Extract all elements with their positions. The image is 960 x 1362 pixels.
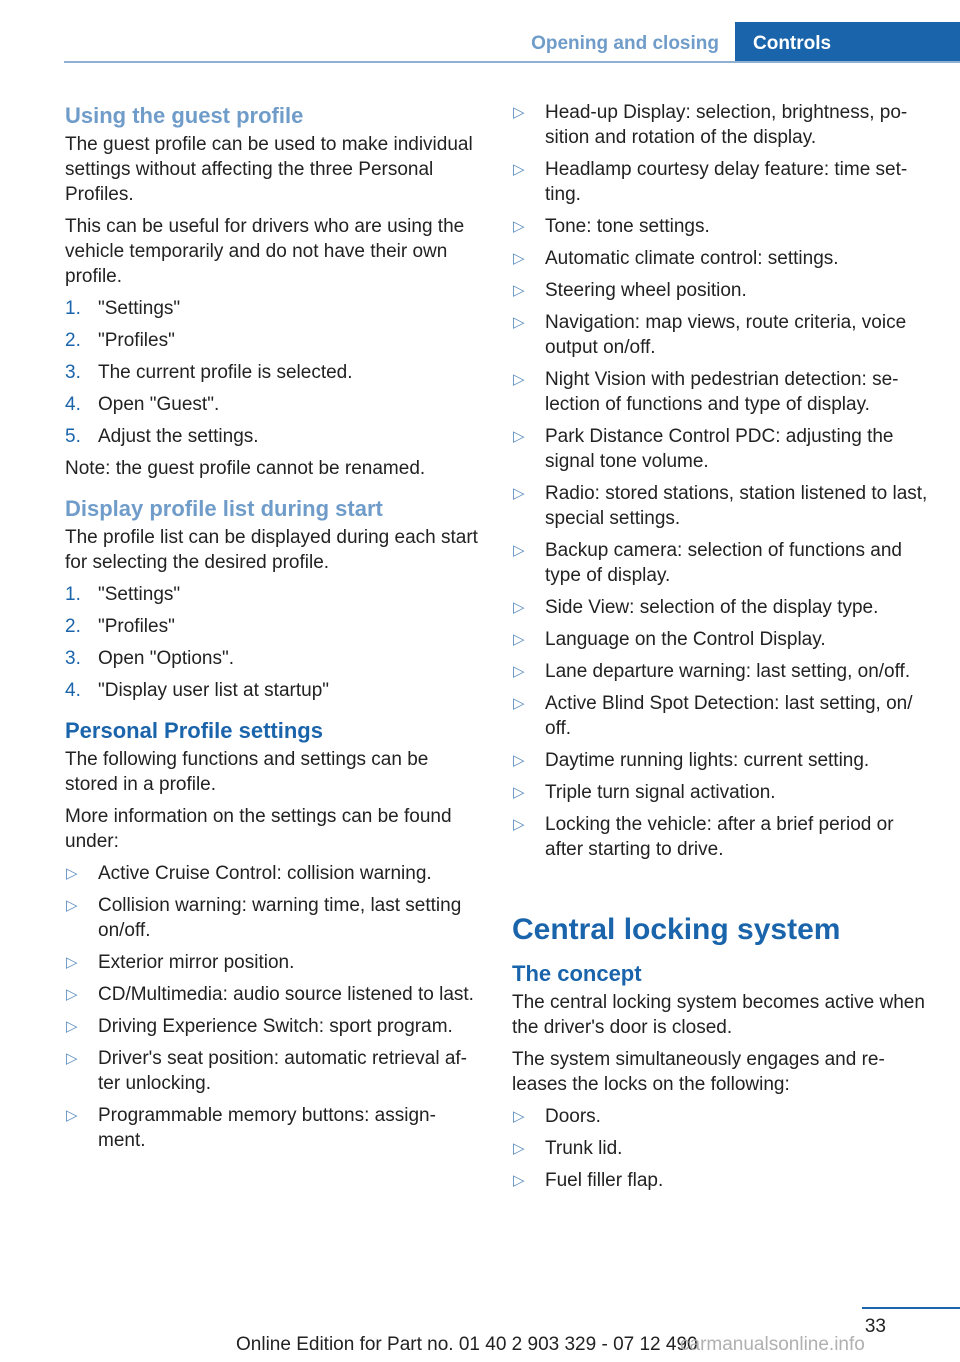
list-item: [512, 310, 932, 360]
triangle-bullet-icon: ▷: [513, 485, 525, 502]
paragraph: The central locking system becomes active when the driver's door is closed.: [512, 992, 925, 1038]
step-number: 4.: [65, 680, 81, 701]
triangle-bullet-icon: ▷: [513, 599, 525, 616]
triangle-bullet-icon: ▷: [513, 282, 525, 299]
triangle-bullet-icon: ▷: [513, 314, 525, 331]
list-item: [512, 424, 932, 474]
watermark: carmanualsonline.info: [680, 1334, 865, 1355]
list-item: [65, 1046, 483, 1096]
list-item: [512, 812, 932, 862]
triangle-bullet-icon: ▷: [513, 161, 525, 178]
header-rule: [64, 61, 960, 63]
item-text: Fuel filler flap.: [545, 1170, 664, 1191]
step-number: 5.: [65, 426, 81, 447]
step-text: Open "Options".: [98, 648, 235, 669]
item-text: Active Blind Spot Detection: last setting, on/ off.: [545, 693, 913, 739]
footer-rule: [862, 1307, 960, 1309]
item-text: Active Cruise Control: collision warning.: [98, 863, 432, 884]
list-item: [65, 646, 483, 671]
page-number: 33: [864, 1316, 886, 1337]
display-profile-section: [65, 493, 483, 703]
triangle-bullet-icon: ▷: [513, 371, 525, 388]
central-locking-section: [512, 910, 932, 1193]
paragraph: The following functions and settings can be stored in a profile.: [65, 749, 429, 795]
triangle-bullet-icon: ▷: [513, 428, 525, 445]
step-text: Adjust the settings.: [98, 426, 259, 447]
list-item: [512, 1168, 932, 1193]
item-text: Collision warning: warning time, last setting on/off.: [98, 895, 462, 941]
item-text: Radio: stored stations, station listened to last, special settings.: [545, 483, 928, 529]
header-chapter-tab[interactable]: Controls: [735, 22, 960, 61]
list-item: [65, 950, 483, 975]
triangle-bullet-icon: ▷: [513, 784, 525, 801]
list-item: [65, 296, 483, 321]
triangle-bullet-icon: ▷: [66, 865, 78, 882]
step-number: 4.: [65, 394, 81, 415]
item-text: Automatic climate control: settings.: [545, 248, 839, 269]
personal-profile-heading: Personal Profile settings: [65, 718, 323, 743]
list-item: [65, 424, 483, 449]
item-text: Lane departure warning: last setting, on/off.: [545, 661, 911, 682]
step-text: "Settings": [98, 298, 181, 319]
list-item: [65, 861, 483, 886]
paragraph: More information on the settings can be found under:: [65, 806, 452, 852]
triangle-bullet-icon: ▷: [513, 542, 525, 559]
list-item: [65, 982, 483, 1007]
item-text: Head-up Display: selection, brightness, po- sition and rotation of the display.: [545, 102, 908, 148]
paragraph: The system simultaneously engages and re- leases the locks on the following:: [512, 1049, 885, 1095]
item-text: Steering wheel position.: [545, 280, 747, 301]
edition-footer: Online Edition for Part no. 01 40 2 903 329 - 07 12 490: [236, 1334, 698, 1355]
item-text: Navigation: map views, route criteria, voice output on/off.: [545, 312, 907, 358]
list-item: [512, 691, 932, 741]
item-text: Programmable memory buttons: assign- ment.: [98, 1105, 436, 1151]
list-item: [65, 678, 483, 703]
list-item: [65, 582, 483, 607]
triangle-bullet-icon: ▷: [513, 695, 525, 712]
step-number: 1.: [65, 298, 81, 319]
list-item: [512, 1136, 932, 1161]
guest-steps-list: [65, 296, 483, 449]
triangle-bullet-icon: ▷: [66, 1050, 78, 1067]
item-text: Locking the vehicle: after a brief period or after starting to drive.: [545, 814, 894, 860]
list-item: [65, 614, 483, 639]
paragraph: The guest profile can be used to make individual settings without affecting the three Personal Profiles.: [65, 134, 473, 205]
step-number: 2.: [65, 330, 81, 351]
list-item: [65, 1014, 483, 1039]
list-item: [512, 595, 932, 620]
step-number: 1.: [65, 584, 81, 605]
triangle-bullet-icon: ▷: [513, 752, 525, 769]
note-text: Note: the guest profile cannot be renamed.: [65, 458, 426, 479]
list-item: [512, 157, 932, 207]
list-item: [512, 367, 932, 417]
triangle-bullet-icon: ▷: [513, 250, 525, 267]
item-text: Triple turn signal activation.: [545, 782, 776, 803]
triangle-bullet-icon: ▷: [513, 663, 525, 680]
step-number: 2.: [65, 616, 81, 637]
item-text: Doors.: [545, 1106, 601, 1127]
guest-profile-section: [65, 100, 483, 481]
paragraph: The profile list can be displayed during each start for selecting the desired profile.: [65, 527, 478, 573]
step-text: "Profiles": [98, 330, 175, 351]
step-number: 3.: [65, 648, 81, 669]
step-text: "Profiles": [98, 616, 175, 637]
item-text: Language on the Control Display.: [545, 629, 826, 650]
central-locking-heading: Central locking system: [512, 913, 841, 946]
display-steps-list: [65, 582, 483, 703]
step-text: "Settings": [98, 584, 181, 605]
triangle-bullet-icon: ▷: [513, 631, 525, 648]
display-profile-heading: Display profile list during start: [65, 496, 383, 521]
item-text: Driving Experience Switch: sport program.: [98, 1016, 453, 1037]
triangle-bullet-icon: ▷: [513, 816, 525, 833]
left-column: [65, 100, 483, 1160]
item-text: Trunk lid.: [545, 1138, 623, 1159]
concept-heading: The concept: [512, 961, 642, 986]
triangle-bullet-icon: ▷: [66, 954, 78, 971]
list-item: [65, 1103, 483, 1153]
step-text: "Display user list at startup": [98, 680, 330, 701]
item-text: Exterior mirror position.: [98, 952, 295, 973]
personal-settings-list-continued: [512, 100, 932, 862]
list-item: [65, 328, 483, 353]
list-item: [512, 278, 932, 303]
item-text: Daytime running lights: current setting.: [545, 750, 870, 771]
step-number: 3.: [65, 362, 81, 383]
list-item: [512, 214, 932, 239]
list-item: [65, 893, 483, 943]
list-item: [512, 1104, 932, 1129]
item-text: Night Vision with pedestrian detection: se- lection of functions and type of display.: [545, 369, 899, 415]
list-item: [65, 360, 483, 385]
triangle-bullet-icon: ▷: [513, 218, 525, 235]
triangle-bullet-icon: ▷: [513, 1172, 525, 1189]
item-text: CD/Multimedia: audio source listened to last.: [98, 984, 474, 1005]
triangle-bullet-icon: ▷: [513, 1108, 525, 1125]
list-item: [512, 246, 932, 271]
step-text: Open "Guest".: [98, 394, 220, 415]
triangle-bullet-icon: ▷: [66, 897, 78, 914]
list-item: [512, 538, 932, 588]
list-item: [512, 100, 932, 150]
header-section-title: Opening and closing: [531, 33, 719, 54]
list-item: [512, 780, 932, 805]
step-text: The current profile is selected.: [98, 362, 353, 383]
paragraph: This can be useful for drivers who are using the vehicle temporarily and do not have their own profile.: [65, 216, 465, 287]
triangle-bullet-icon: ▷: [66, 1107, 78, 1124]
item-text: Tone: tone settings.: [545, 216, 710, 237]
locks-list: [512, 1104, 932, 1193]
triangle-bullet-icon: ▷: [513, 1140, 525, 1157]
item-text: Backup camera: selection of functions and type of display.: [545, 540, 902, 586]
list-item: [512, 627, 932, 652]
list-item: [512, 748, 932, 773]
personal-profile-section: [65, 715, 483, 1153]
triangle-bullet-icon: ▷: [66, 1018, 78, 1035]
right-column: [512, 100, 932, 1200]
item-text: Headlamp courtesy delay feature: time set- ting.: [545, 159, 908, 205]
triangle-bullet-icon: ▷: [66, 986, 78, 1003]
list-item: [65, 392, 483, 417]
list-item: [512, 659, 932, 684]
item-text: Side View: selection of the display type.: [545, 597, 879, 618]
item-text: Park Distance Control PDC: adjusting the signal tone volume.: [545, 426, 894, 472]
triangle-bullet-icon: ▷: [513, 104, 525, 121]
list-item: [512, 481, 932, 531]
personal-settings-list: [65, 861, 483, 1153]
item-text: Driver's seat position: automatic retrieval af- ter unlocking.: [98, 1048, 467, 1094]
guest-profile-heading: Using the guest profile: [65, 103, 304, 128]
